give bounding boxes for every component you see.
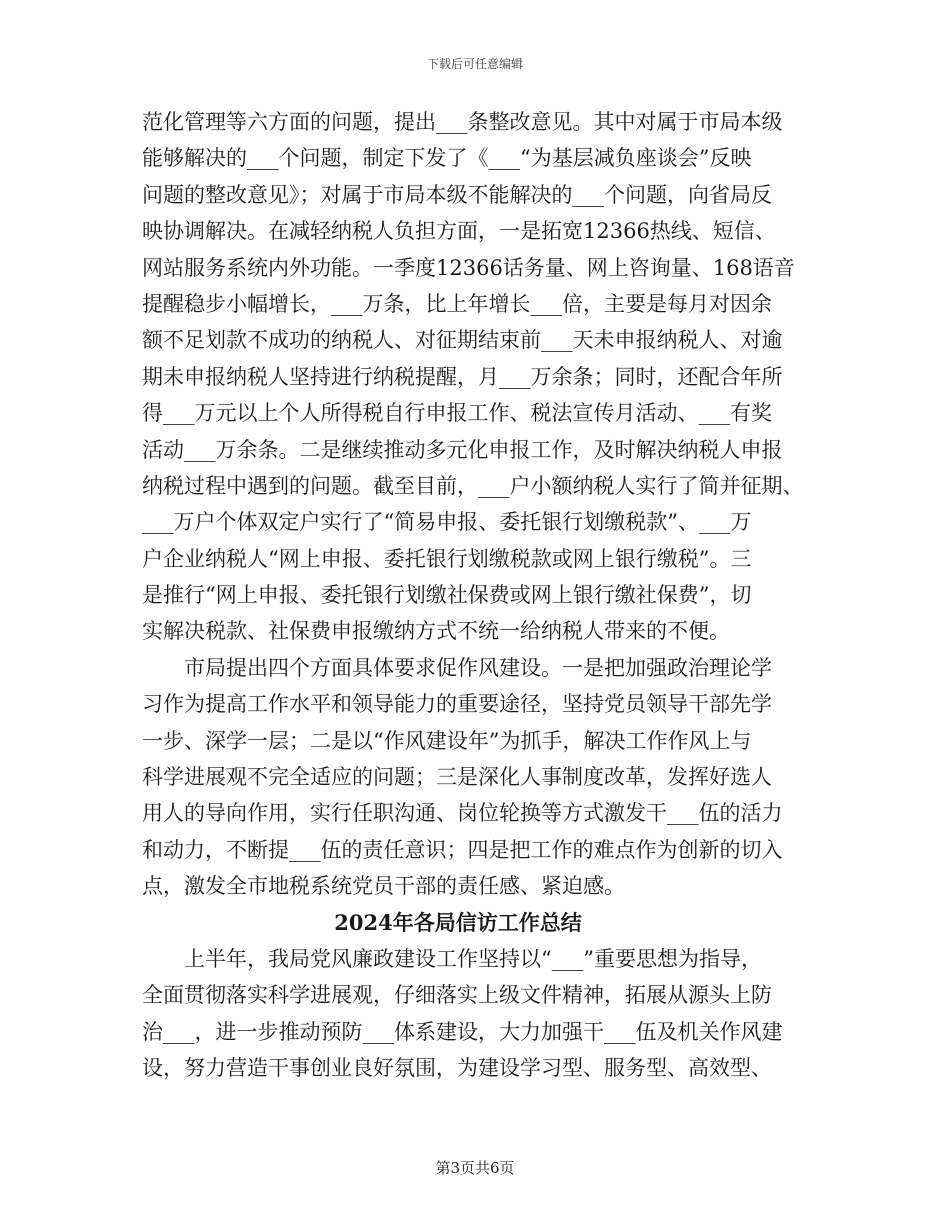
text-line: ___万户个体双定户实行了“简易申报、委托银行划缴税款”、___万: [142, 510, 752, 535]
text-line: 一步、深学一层；二是以“作风建设年”为抓手，解决工作作风上与: [142, 728, 752, 753]
text-line: 习作为提高工作水平和领导能力的重要途径，坚持党员领导干部先学: [142, 692, 772, 717]
page-footer: 第3页共6页: [435, 1159, 515, 1177]
text-line: 和动力，不断提___伍的责任意识；四是把工作的难点作为创新的切入: [142, 837, 783, 862]
text-line: 活动___万余条。二是继续推动多元化申报工作，及时解决纳税人申报: [142, 437, 783, 462]
text-line: 映协调解决。在减轻纳税人负担方面，一是拓宽12366热线、短信、: [142, 219, 776, 244]
text-line: 额不足划款不成功的纳税人、对征期结束前___天未申报纳税人、对逾: [142, 328, 783, 353]
text-line: 点，激发全市地税系统党员干部的责任感、紧迫感。: [142, 874, 625, 899]
text-line: 实解决税款、社保费申报缴纳方式不统一给纳税人带来的不便。: [142, 619, 730, 644]
text-line: 户企业纳税人“网上申报、委托银行划缴税款或网上银行缴税”。三: [142, 546, 752, 571]
text-line: 治___，进一步推动预防___体系建设，大力加强干___伍及机关作风建: [142, 1019, 783, 1044]
text-line: 科学进展观不完全适应的问题；三是深化人事制度改革，发挥好选人: [142, 765, 772, 790]
paragraph-2: [142, 650, 814, 905]
text-line: 纳税过程中遇到的问题。截至目前，___户小额纳税人实行了简并征期、: [142, 473, 804, 498]
text-line: 能够解决的___个问题，制定下发了《___“为基层减负座谈会”反映: [142, 146, 752, 171]
text-line: 范化管理等六方面的问题，提出___条整改意见。其中对属于市局本级: [142, 110, 783, 134]
text-line: 用人的导向作用，实行任职沟通、岗位轮换等方式激发干___伍的活力: [142, 801, 783, 826]
document-body: [142, 104, 814, 1087]
paragraph-3: [142, 941, 814, 1087]
text-line: 设，努力营造干事创业良好氛围，为建设学习型、服务型、高效型、: [142, 1056, 772, 1081]
text-line: 问题的整改意见》；对属于市局本级不能解决的___个问题，向省局反: [142, 182, 772, 207]
text-line: 提醒稳步小幅增长，___万条，比上年增长___倍，主要是每月对因余: [142, 291, 772, 316]
text-line: 网站服务系统内外功能。一季度12366话务量、网上咨询量、168语音: [142, 255, 795, 280]
text-line: 期未申报纳税人坚持进行纳税提醒，月___万余条；同时，还配合年所: [142, 364, 783, 389]
text-line: 得___万元以上个人所得税自行申报工作、税法宣传月活动、___有奖: [142, 401, 772, 426]
text-line: 市局提出四个方面具体要求促作风建设。一是把加强政治理论学: [184, 655, 772, 680]
text-line: 上半年，我局党风廉政建设工作坚持以“___”重要思想为指导，: [184, 946, 762, 971]
page-header: 下载后可任意编辑: [426, 57, 523, 71]
section-heading: 2024年各局信访工作总结: [334, 909, 582, 935]
paragraph-1: [142, 104, 814, 650]
text-line: 全面贯彻落实科学进展观，仔细落实上级文件精神，拓展从源头上防: [142, 983, 772, 1008]
text-line: 是推行“网上申报、委托银行划缴社保费或网上银行缴社保费”，切: [142, 583, 752, 608]
